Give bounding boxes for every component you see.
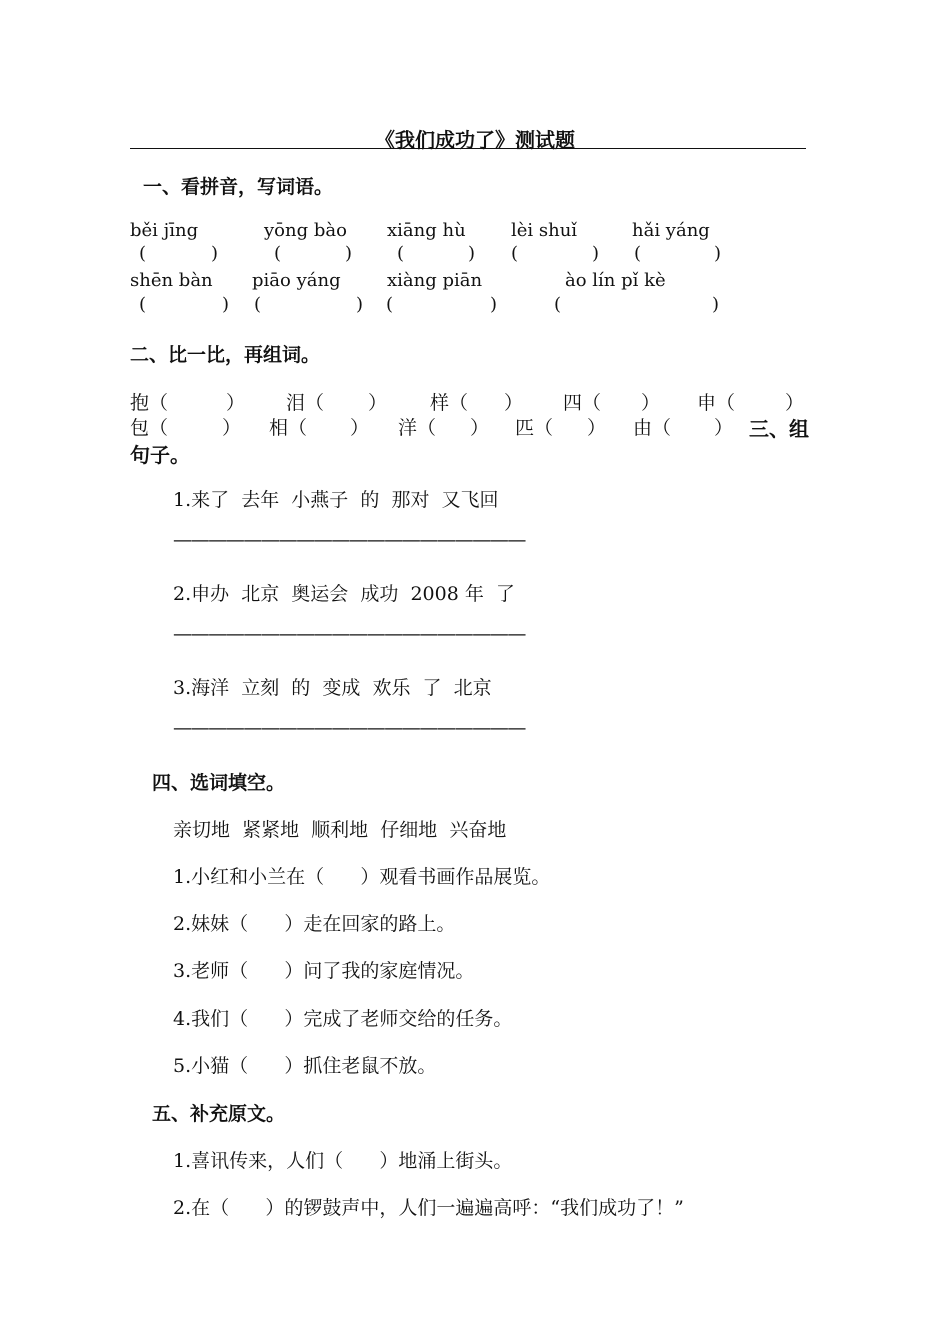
- char-xiang-cell: 相（: [269, 417, 308, 439]
- answer-line: ————————————————————: [173, 623, 526, 645]
- paren-close: ): [345, 243, 353, 264]
- paren-close: ): [468, 243, 476, 264]
- pinyin-yongbao: yōng bào: [264, 220, 347, 241]
- pinyin-piaoyang: piāo yáng: [252, 270, 341, 291]
- original-item-1: 1.喜讯传来，人们（ ）地涌上街头。: [173, 1150, 513, 1172]
- section-3-heading-part1: 三、组: [749, 417, 809, 441]
- section-3-heading-part2: 句子。: [130, 443, 190, 467]
- char-bao2-cell: 包（: [130, 417, 169, 439]
- answer-line: ————————————————————: [173, 717, 526, 739]
- char-pi-cell: 匹（: [515, 417, 554, 439]
- paren-close: ): [356, 294, 364, 315]
- paren-close: ）: [222, 417, 242, 439]
- paren-close: ): [222, 294, 230, 315]
- paren-close: ）: [587, 417, 607, 439]
- paren-open: (: [554, 294, 562, 315]
- paren-close: ）: [785, 392, 805, 414]
- char-yang-cell: 样（: [430, 392, 469, 414]
- paren-close: ）: [504, 392, 524, 414]
- sentence-item-3: 3.海洋 立刻 的 变成 欢乐 了 北京: [173, 677, 492, 699]
- section-2-heading: 二、比一比，再组词。: [130, 344, 321, 366]
- char-yang2-cell: 洋（: [398, 417, 437, 439]
- paren-open: (: [634, 243, 642, 264]
- char-si-cell: 四（: [563, 392, 602, 414]
- sentence-item-1: 1.来了 去年 小燕子 的 那对 又飞回: [173, 489, 499, 511]
- fill-item-1: 1.小红和小兰在（ ）观看书画作品展览。: [173, 866, 551, 888]
- paren-close: ): [712, 294, 720, 315]
- word-bank: 亲切地 紧紧地 顺利地 仔细地 兴奋地: [173, 819, 507, 841]
- answer-line: ————————————————————: [173, 529, 526, 551]
- fill-item-4: 4.我们（ ）完成了老师交给的任务。: [173, 1008, 513, 1030]
- paren-close: ）: [470, 417, 490, 439]
- section-4-heading: 四、选词填空。: [152, 772, 286, 794]
- char-you-cell: 由（: [633, 417, 672, 439]
- paren-close: ）: [714, 417, 734, 439]
- fill-item-3: 3.老师（ ）问了我的家庭情况。: [173, 960, 475, 982]
- paren-close: ): [714, 243, 722, 264]
- paren-open: (: [511, 243, 519, 264]
- original-item-2: 2.在（ ）的锣鼓声中，人们一遍遍高呼：“我们成功了！”: [173, 1197, 684, 1219]
- paren-open: (: [139, 243, 147, 264]
- pinyin-xianghu: xiāng hù: [387, 220, 466, 241]
- pinyin-leishui: lèi shuǐ: [511, 220, 578, 241]
- paren-open: (: [386, 294, 394, 315]
- title-rule: [130, 148, 806, 149]
- paren-close: ): [592, 243, 600, 264]
- char-shen-cell: 申（: [697, 392, 736, 414]
- fill-item-5: 5.小猫（ ）抓住老鼠不放。: [173, 1055, 437, 1077]
- section-5-heading: 五、补充原文。: [152, 1103, 286, 1125]
- pinyin-haiyang: hǎi yáng: [632, 220, 710, 241]
- pinyin-xiangpian: xiàng piān: [387, 270, 483, 291]
- sentence-item-2: 2.申办 北京 奥运会 成功 2008 年 了: [173, 583, 515, 605]
- paren-open: (: [274, 243, 282, 264]
- paren-close: ）: [368, 392, 388, 414]
- char-lei-cell: 泪（: [286, 392, 325, 414]
- page-title: 《我们成功了》测试题: [375, 128, 575, 152]
- pinyin-aolinpike: ào lín pǐ kè: [565, 270, 666, 291]
- paren-close: ）: [641, 392, 661, 414]
- paren-open: (: [139, 294, 147, 315]
- section-1-heading: 一、看拼音，写词语。: [143, 176, 334, 198]
- paren-close: ): [490, 294, 498, 315]
- paren-close: ): [211, 243, 219, 264]
- paren-close: ）: [350, 417, 370, 439]
- pinyin-beijing: běi jīng: [130, 220, 199, 241]
- paren-open: (: [254, 294, 262, 315]
- paren-close: ）: [226, 392, 246, 414]
- paren-open: (: [397, 243, 405, 264]
- char-bao-cell: 抱（: [130, 392, 169, 414]
- pinyin-shenban: shēn bàn: [130, 270, 213, 291]
- fill-item-2: 2.妹妹（ ）走在回家的路上。: [173, 913, 456, 935]
